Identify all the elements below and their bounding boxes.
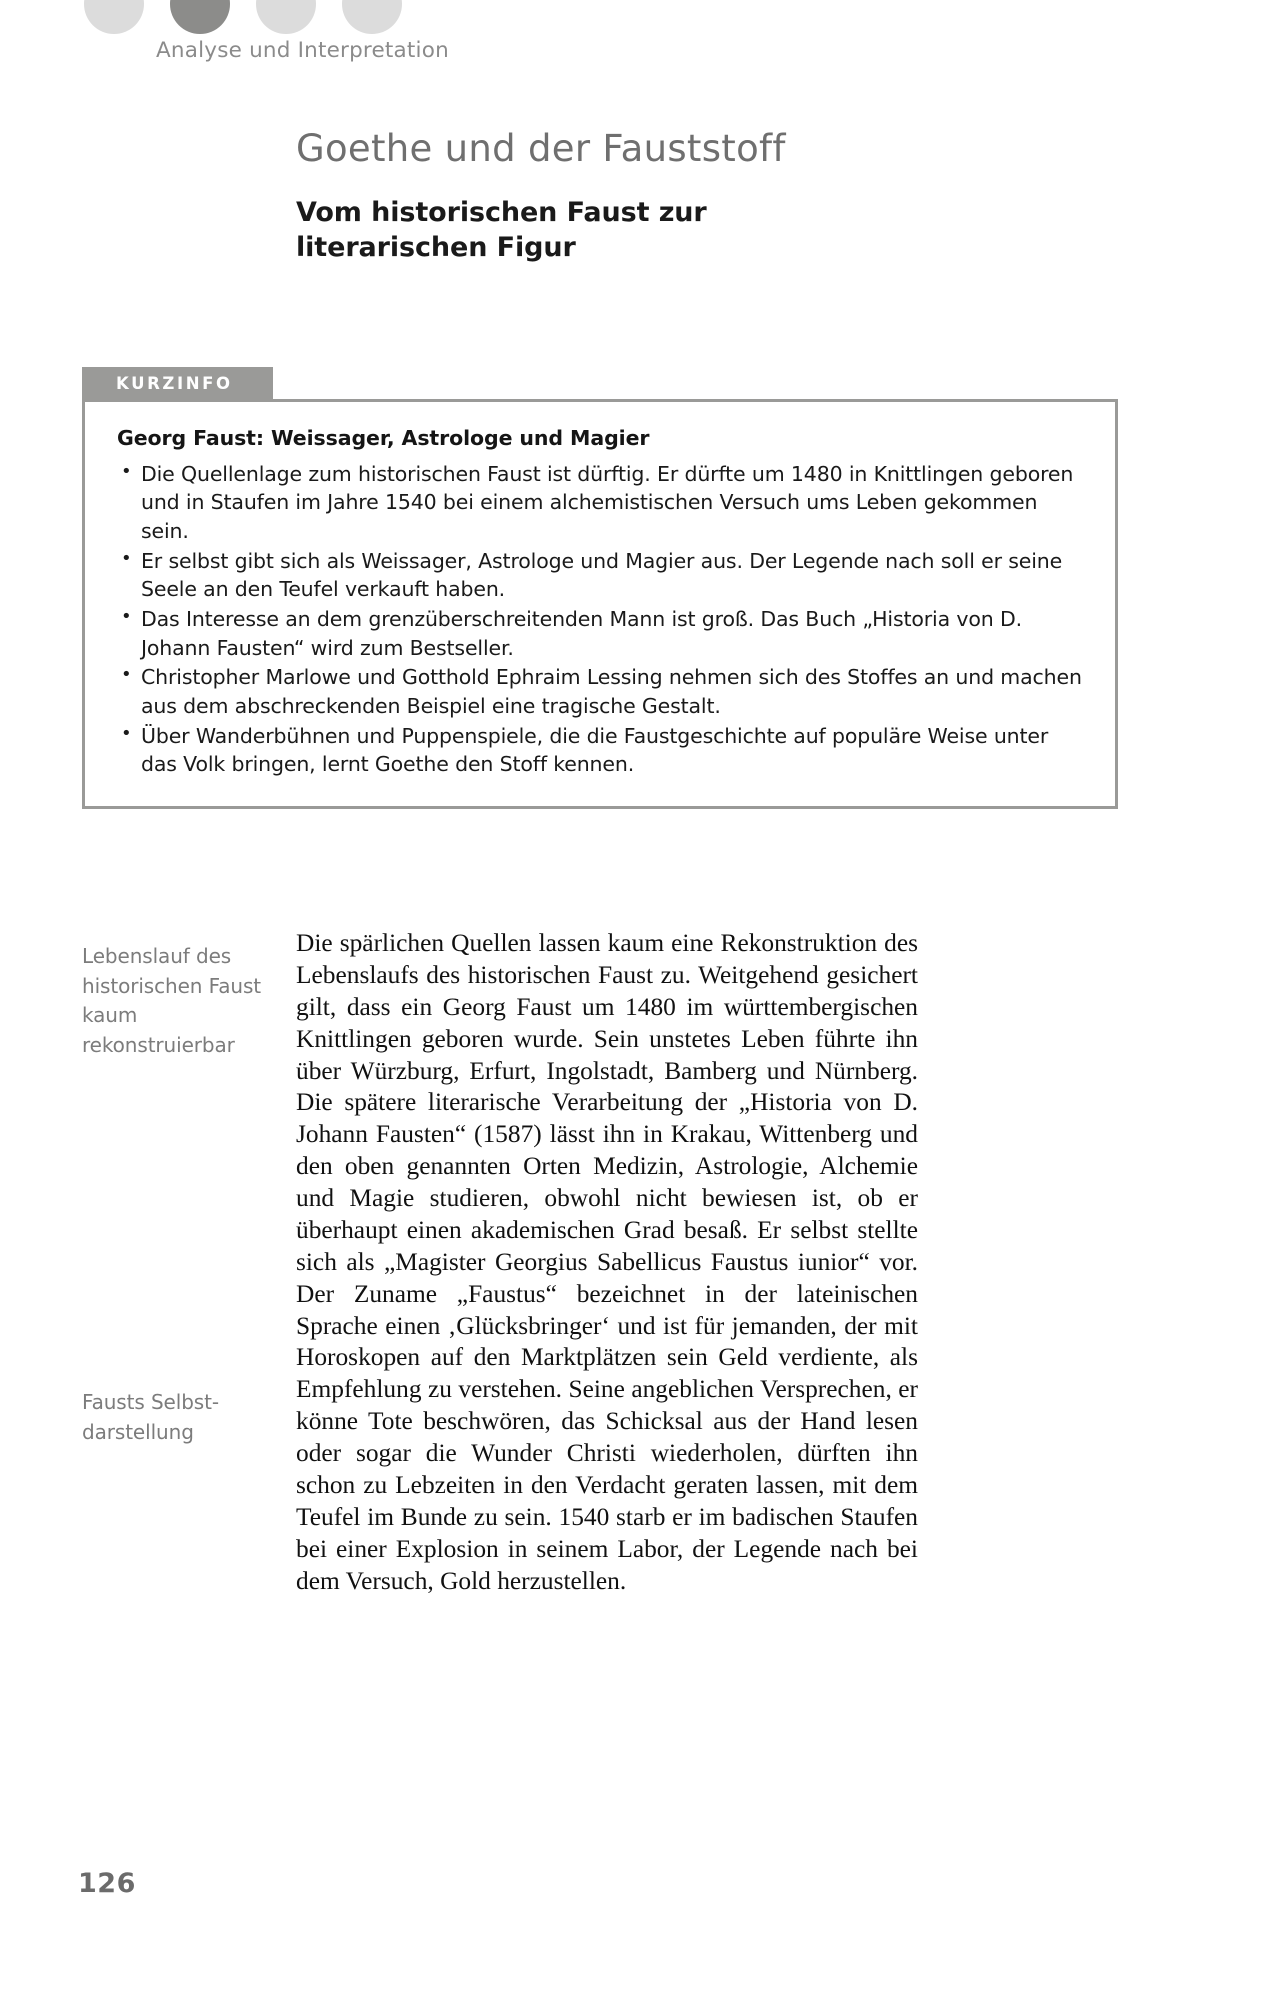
- page-subtitle-line-2: literarischen Figur: [296, 231, 576, 263]
- dot-1-icon: [84, 0, 144, 34]
- kurzinfo-box: [82, 399, 1118, 810]
- kurzinfo-bullet-list: [115, 460, 1087, 780]
- page-subtitle: [296, 195, 1196, 265]
- title-block: [296, 128, 1196, 265]
- running-head: [0, 0, 1282, 95]
- list-item: • Die Quellenlage zum historischen Faust ist dürftig. Er dürfte um 1480 in Knittlingen geboren und in Staufen im Jahre 1540 bei einem alchemistischen Versuch ums Leben gekommen sein.: [115, 460, 1087, 546]
- page-subtitle-line-1: Vom historischen Faust zur: [296, 196, 707, 228]
- dot-3-icon: [256, 0, 316, 34]
- list-item: • Das Interesse an dem grenzüberschreitenden Mann ist groß. Das Buch „Historia von D. Johann Fausten“ wird zum Bestseller.: [115, 605, 1087, 662]
- dot-4-icon: [342, 0, 402, 34]
- chapter-dot-indicator: [84, 0, 402, 34]
- body-paragraph: Die spärlichen Quellen lassen kaum eine Rekonstruktion des Lebenslaufs des historischen Faust zu. Weitgehend gesichert gilt, dass ein Georg Faust um 1480 im württembergischen Knittlingen geboren wurde. Sein unstetes Leben führte ihn über Würzburg, Erfurt, Ingolstadt, Bamberg und Nürnberg. Die spätere literarische Verarbeitung der „Historia von D. Johann Fausten“ (1587) lässt ihn in Krakau, Wittenberg und den oben genannten Orten Medizin, Astrologie, Alchemie und Magie studieren, obwohl nicht bewiesen ist, ob er überhaupt einen akademischen Grad besaß. Er selbst stellte sich als „Magister Georgius Sabellicus Faustus iunior“ vor. Der Zuname „Faustus“ bezeichnet in der lateinischen Sprache einen ‚Glücksbringer‘ und ist für jemanden, der mit Horoskopen auf den Marktplätzen sein Geld verdiente, als Empfehlung zu verstehen. Seine angeblichen Versprechen, er könne Tote beschwören, das Schicksal aus der Hand lesen oder sogar die Wunder Christi wiederholen, dürften ihn schon zu Lebzeiten in den Verdacht geraten lassen, mit dem Teufel im Bunde zu sein. 1540 starb er im badischen Staufen bei einer Explosion in seinem Labor, der Legende nach bei dem Versuch, Gold herzustellen.: [296, 929, 918, 1595]
- list-item: • Über Wanderbühnen und Puppenspiele, die die Faustgeschichte auf populäre Weise unter das Volk bringen, lernt Goethe den Stoff kennen.: [115, 722, 1087, 779]
- running-head-label: Analyse und Interpretation: [156, 38, 449, 63]
- page-title: Goethe und der Fauststoff: [296, 127, 786, 170]
- kurzinfo-tab-label: KURZINFO: [82, 367, 273, 402]
- kurzinfo-heading: Georg Faust: Weissager, Astrologe und Magier: [117, 425, 650, 450]
- kurzinfo-section: [82, 367, 1118, 809]
- marginal-note-lebenslauf: Lebenslauf des historischen Faust kaum rekonstruierbar: [82, 944, 262, 1057]
- list-item: • Er selbst gibt sich als Weissager, Astrologe und Magier aus. Der Legende nach soll er seine Seele an den Teufel verkauft haben.: [115, 547, 1087, 604]
- page-number: 126: [78, 1868, 136, 1899]
- marginal-note-selbstdarstellung: Fausts Selbst-darstellung: [82, 1390, 219, 1444]
- list-item: • Christopher Marlowe und Gotthold Ephraim Lessing nehmen sich des Stoffes an und machen aus dem abschreckenden Beispiel eine tragische Gestalt.: [115, 663, 1087, 720]
- body-text-column: [296, 928, 918, 1597]
- dot-2-icon: [170, 0, 230, 34]
